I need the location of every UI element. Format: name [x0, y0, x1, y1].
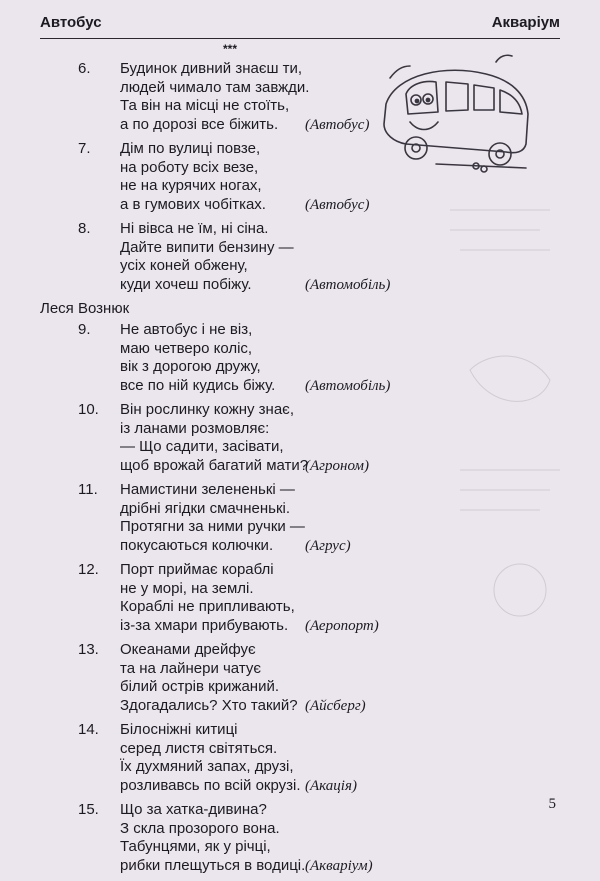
- riddle-line: — Що садити, засівати,: [120, 438, 284, 455]
- riddle-item: [40, 60, 460, 134]
- riddle-line: Дім по вулиці повзе,: [120, 140, 261, 157]
- riddle-answer: (Агроном): [305, 458, 369, 474]
- riddle-line: покусаються колючки.: [120, 536, 274, 554]
- riddle-line: Кораблі не припливають,: [120, 598, 295, 615]
- riddle-line: дрібні ягідки смачненькі.: [120, 499, 291, 517]
- riddle-number: 13.: [78, 641, 99, 658]
- riddle-line: не на курячих ногах,: [120, 177, 262, 194]
- riddle-line: Що за хатка-дивина?: [120, 801, 267, 818]
- riddle-line: людей чимало там завжди.: [120, 78, 310, 96]
- riddle-item: [40, 721, 460, 795]
- riddle-line: Ні вівса не їм, ні сіна.: [120, 220, 269, 237]
- header-right-title: Акваріум: [491, 14, 560, 31]
- riddle-number: 14.: [78, 721, 99, 738]
- riddle-line: рибки плещуться в водиці.: [120, 856, 306, 874]
- riddle-number: 7.: [78, 140, 91, 157]
- riddle-item: [40, 801, 460, 875]
- riddle-line: Їх духмяний запах, друзі,: [120, 758, 294, 775]
- riddle-answer: (Автомобіль): [305, 378, 391, 394]
- riddle-number: 11.: [78, 481, 98, 498]
- riddle-number: 15.: [78, 801, 99, 818]
- riddle-line: а по дорозі все біжить.: [120, 115, 279, 133]
- riddle-line: Здогадались? Хто такий?: [120, 696, 298, 714]
- riddle-line: Табунцями, як у річці,: [120, 838, 271, 855]
- riddle-answer: (Акваріум): [305, 858, 373, 874]
- riddle-item: [40, 321, 460, 395]
- riddle-number: 6.: [78, 60, 91, 77]
- riddle-number: 9.: [78, 321, 91, 338]
- riddle-item: [40, 401, 460, 475]
- riddle-line: Він рослинку кожну знає,: [120, 401, 295, 418]
- riddle-line: маю четверо коліс,: [120, 339, 253, 357]
- riddle-item: [40, 140, 460, 214]
- riddle-answer: (Автобус): [305, 197, 370, 213]
- riddle-item: [40, 220, 460, 294]
- riddle-item: [40, 561, 460, 635]
- riddle-line: Порт приймає кораблі: [120, 561, 274, 578]
- page-number: 5: [548, 796, 556, 812]
- riddle-line: Океанами дрейфує: [120, 641, 256, 658]
- riddle-line: щоб врожай багатий мати?: [120, 456, 309, 474]
- riddle-answer: (Айсберг): [305, 698, 366, 714]
- author-name: Леся Вознюк: [40, 300, 130, 317]
- riddle-item: [40, 481, 460, 555]
- riddle-line: серед листя світяться.: [120, 739, 278, 757]
- riddle-line: Білосніжні китиці: [120, 721, 238, 738]
- riddle-answer: (Акація): [305, 778, 357, 794]
- riddle-number: 8.: [78, 220, 91, 237]
- riddle-line: З скла прозорого вона.: [120, 819, 280, 837]
- section-divider-stars: ***: [222, 42, 237, 56]
- riddle-answer: (Аеропорт): [305, 618, 379, 634]
- riddle-line: та на лайнери чатує: [120, 659, 262, 677]
- riddle-line: із-за хмари прибувають.: [120, 616, 289, 634]
- riddle-line: Намистини зелененькі —: [120, 481, 295, 498]
- riddle-line: не у морі, на землі.: [120, 579, 254, 597]
- riddle-line: а в гумових чобітках.: [120, 195, 266, 213]
- riddle-line: Протягни за ними ручки —: [120, 518, 305, 535]
- riddle-line: куди хочеш побіжу.: [120, 275, 252, 293]
- riddle-line: Не автобус і не віз,: [120, 321, 253, 338]
- page-header: [40, 12, 560, 39]
- riddle-line: вік з дорогою дружу,: [120, 358, 261, 375]
- riddle-line: Дайте випити бензину —: [120, 238, 294, 256]
- riddle-line: все по ній кудись біжу.: [120, 376, 276, 394]
- riddle-line: Та він на місці не стоїть,: [120, 97, 290, 114]
- riddle-answer: (Автомобіль): [305, 277, 391, 293]
- riddle-line: із ланами розмовляє:: [120, 419, 270, 437]
- riddle-line: білий острів крижаний.: [120, 678, 279, 695]
- riddle-answer: (Автобус): [305, 117, 370, 133]
- riddle-answer: (Агрус): [305, 538, 351, 554]
- riddle-list: [40, 60, 460, 881]
- riddle-number: 12.: [78, 561, 99, 578]
- riddle-line: розливавсь по всій окрузі.: [120, 776, 301, 794]
- riddle-line: усіх коней обжену,: [120, 257, 248, 274]
- riddle-line: Будинок дивний знаєш ти,: [120, 60, 303, 77]
- riddle-item: [40, 641, 460, 715]
- header-left-title: Автобус: [40, 14, 102, 31]
- riddle-line: на роботу всіх везе,: [120, 158, 259, 176]
- riddle-number: 10.: [78, 401, 99, 418]
